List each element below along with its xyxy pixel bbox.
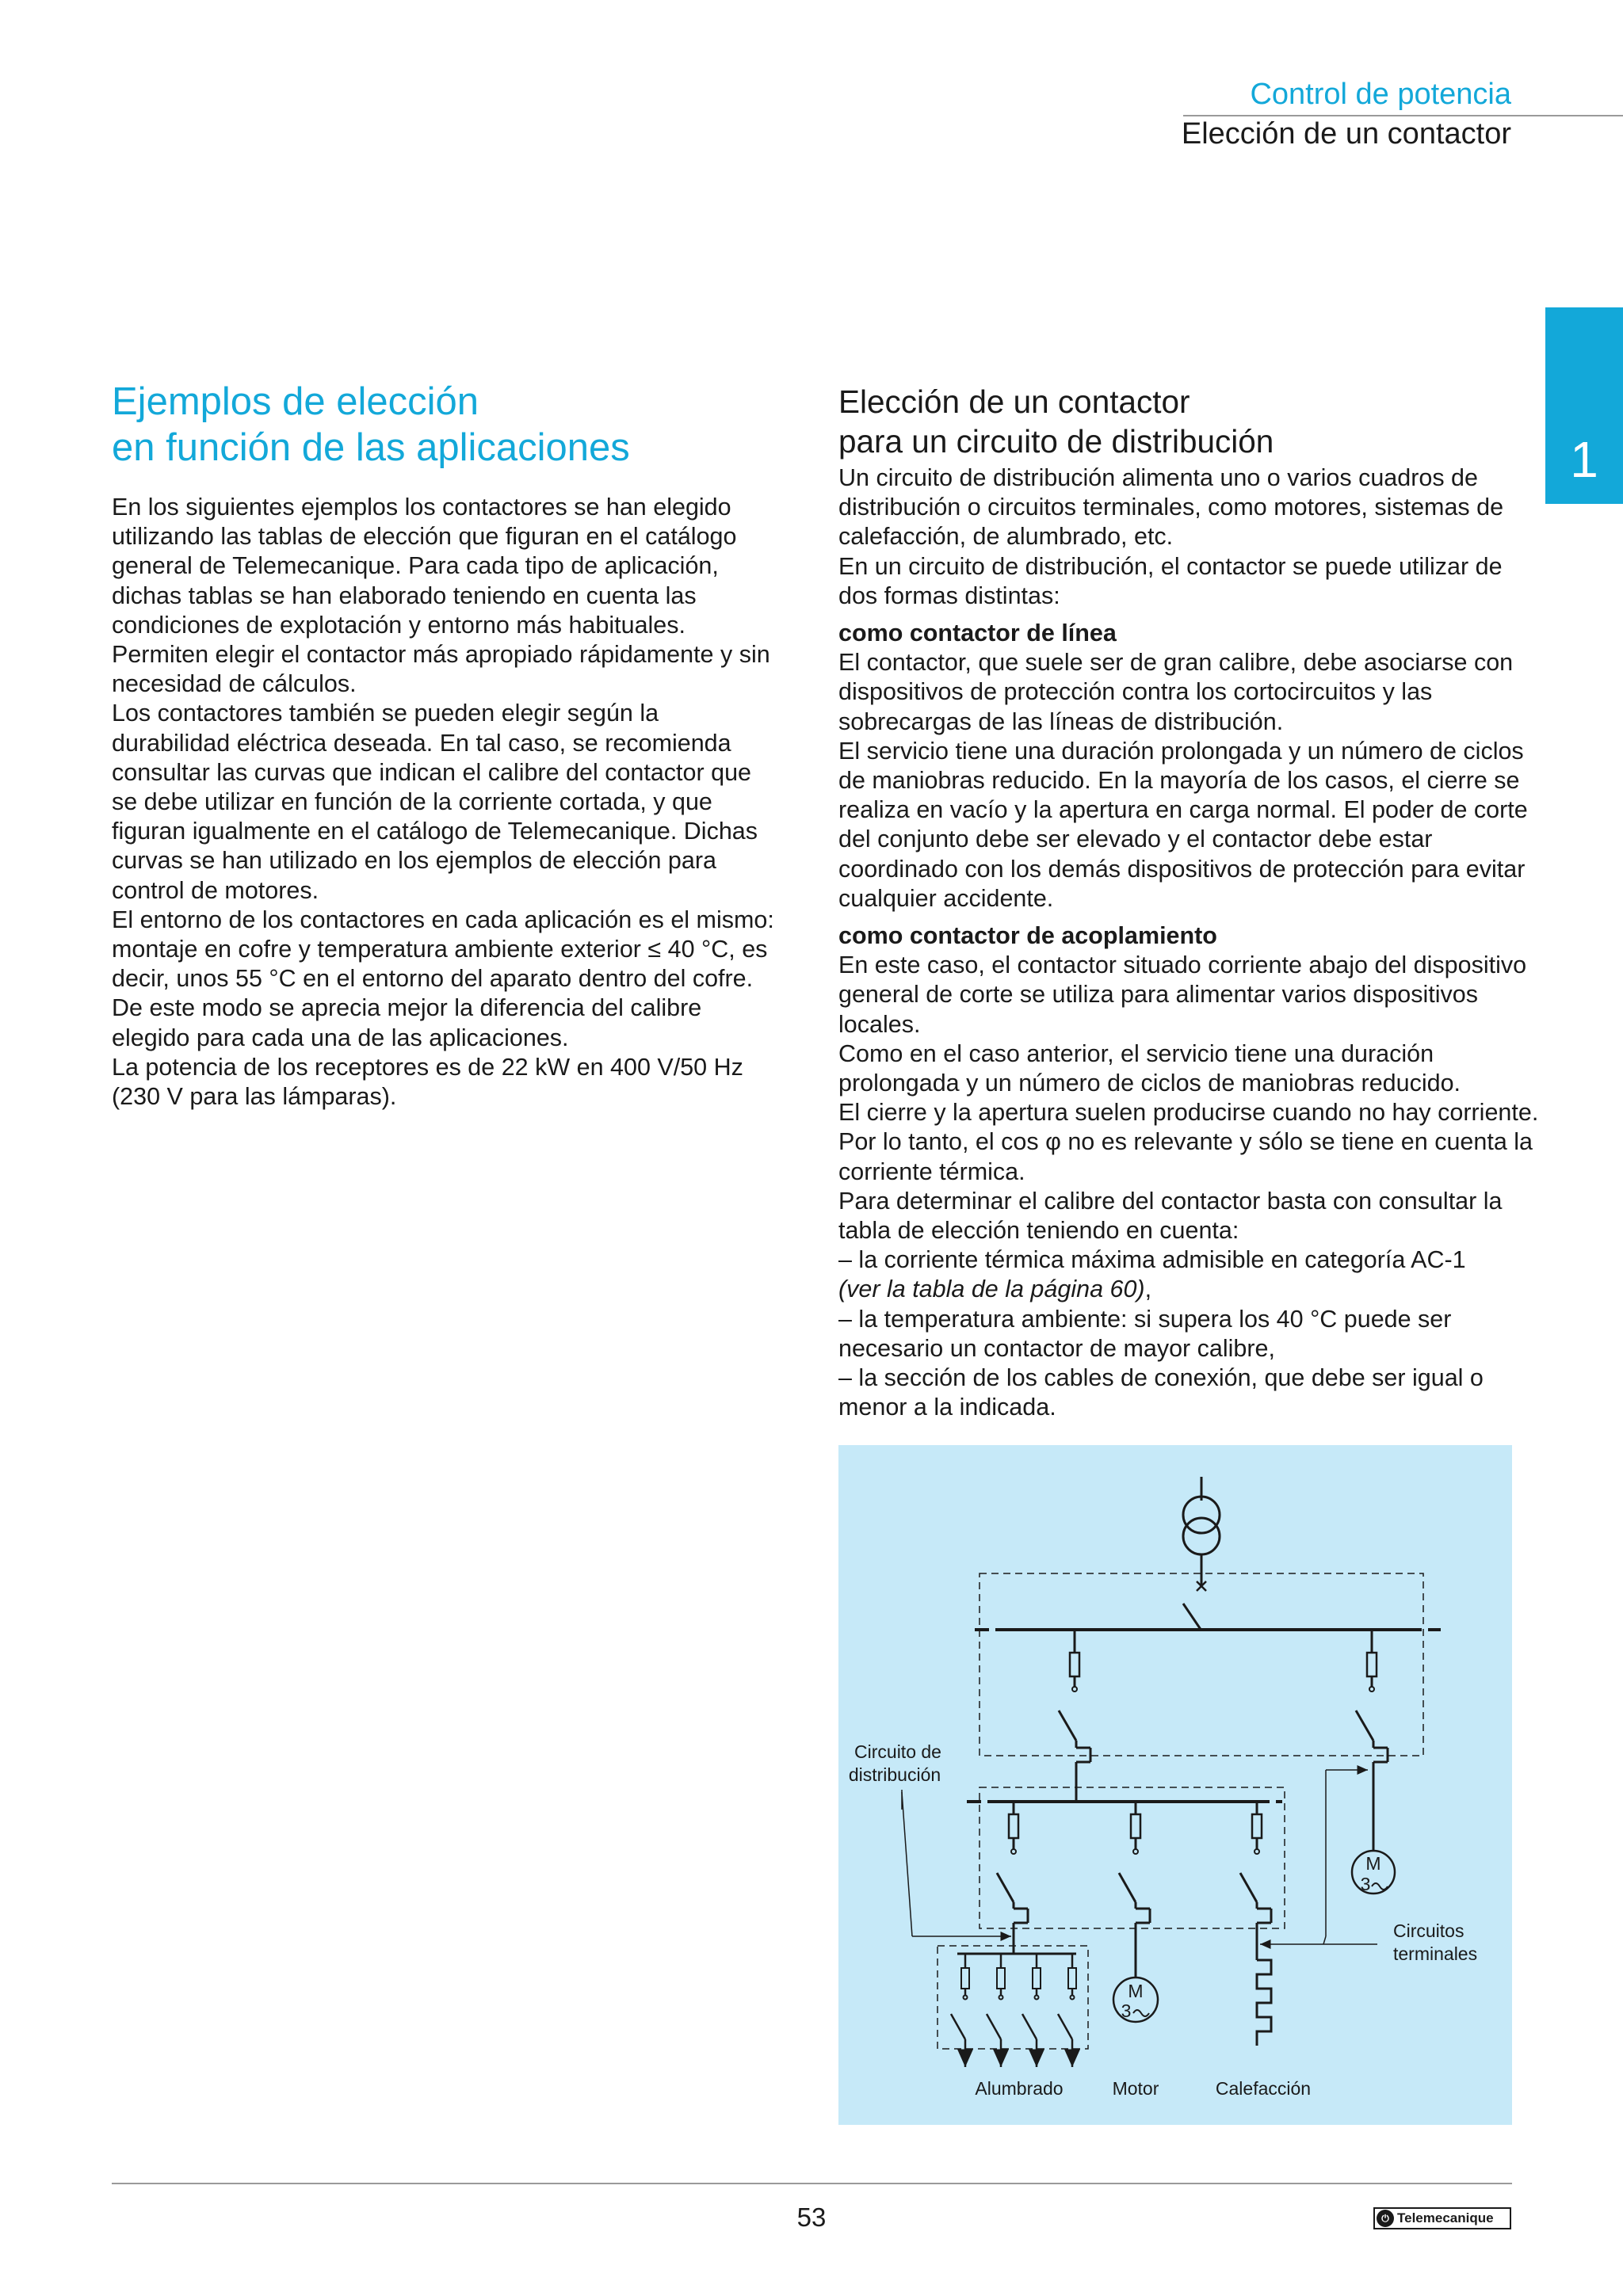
subheading-line-contactor: como contactor de línea bbox=[838, 620, 1117, 647]
page-number: 53 bbox=[796, 2203, 827, 2232]
left-line: montaje en cofre y temperatura ambiente exterior ≤ 40 °C, es bbox=[112, 936, 768, 963]
left-line: curvas se han utilizado en los ejemplos de elección para bbox=[112, 847, 716, 875]
right-line: – la temperatura ambiente: si supera los 40 °C puede ser bbox=[838, 1305, 1452, 1333]
right-line: dos formas distintas: bbox=[838, 582, 1060, 609]
right-line: cualquier accidente. bbox=[838, 884, 1054, 912]
left-heading-line: en función de las aplicaciones bbox=[112, 426, 630, 469]
circuit-schematic bbox=[838, 1445, 1512, 2125]
left-heading bbox=[112, 379, 809, 471]
logo-mark-icon: ⏻ bbox=[1377, 2210, 1394, 2227]
right-line: dispositivos de protección contra los cortocircuitos y las bbox=[838, 678, 1433, 706]
right-line: prolongada y un número de ciclos de maniobras reducido. bbox=[838, 1070, 1461, 1097]
caption-motor: Motor bbox=[1112, 2078, 1159, 2099]
right-line: En un circuito de distribución, el contactor se puede utilizar de bbox=[838, 552, 1503, 580]
label-terminals: terminales bbox=[1393, 1943, 1478, 1964]
left-line: condiciones de explotación y entorno más habituales. bbox=[112, 611, 685, 639]
right-line: calefacción, de alumbrado, etc. bbox=[838, 523, 1174, 551]
brand-name: Telemecanique bbox=[1397, 2210, 1494, 2225]
right-line: del conjunto debe ser elevado y el contactor debe estar bbox=[838, 826, 1433, 853]
right-line: de maniobras reducido. En la mayoría de los casos, el cierre se bbox=[838, 767, 1520, 795]
right-line: Un circuito de distribución alimenta uno o varios cuadros de bbox=[838, 464, 1478, 491]
left-line: De este modo se aprecia mejor la diferencia del calibre bbox=[112, 994, 702, 1022]
chapter-tab bbox=[1545, 307, 1623, 504]
right-line: tabla de elección teniendo en cuenta: bbox=[838, 1217, 1239, 1245]
label-distribution: distribución bbox=[848, 1764, 941, 1785]
right-heading-line: Elección de un contactor bbox=[838, 383, 1190, 420]
left-line: La potencia de los receptores es de 22 kW en 400 V/50 Hz bbox=[112, 1053, 743, 1081]
right-line: distribución o circuitos terminales, como motores, sistemas de bbox=[838, 494, 1504, 521]
distribution-circuit-diagram bbox=[838, 1445, 1512, 2125]
left-line: (230 V para las lámparas). bbox=[112, 1083, 397, 1111]
table-reference: (ver la tabla de la página 60) bbox=[838, 1276, 1145, 1303]
left-line: El entorno de los contactores en cada aplicación es el mismo: bbox=[112, 906, 774, 933]
right-line: general de corte se utiliza para alimentar varios dispositivos bbox=[838, 981, 1478, 1009]
right-line: sobrecargas de las líneas de distribución. bbox=[838, 707, 1284, 735]
distribution-leader bbox=[902, 1790, 1011, 1936]
caption-heating: Calefacción bbox=[1215, 2078, 1312, 2099]
lighting-feeder bbox=[997, 1802, 1028, 1954]
right-line: necesario un contactor de mayor calibre, bbox=[838, 1334, 1275, 1362]
left-line: control de motores. bbox=[112, 876, 319, 904]
right-line: realiza en vacío y la apertura en carga normal. El poder de corte bbox=[838, 796, 1528, 824]
right-line: – la sección de los cables de conexión, que debe ser igual o bbox=[838, 1364, 1484, 1392]
reference-suffix: , bbox=[1144, 1276, 1152, 1303]
left-line: utilizando las tablas de elección que figuran en el catálogo bbox=[112, 523, 737, 551]
chapter-number: 1 bbox=[1570, 431, 1598, 488]
right-line: El servicio tiene una duración prolongada y un número de ciclos bbox=[838, 737, 1524, 765]
main-enclosure bbox=[980, 1573, 1423, 1756]
heater-resistor-icon bbox=[1257, 1960, 1271, 2046]
right-body bbox=[838, 463, 1552, 1423]
right-heading bbox=[838, 382, 1552, 461]
left-line: figuran igualmente en el catálogo de Telemecanique. Dichas bbox=[112, 818, 758, 845]
secondary-enclosure bbox=[980, 1787, 1285, 1928]
left-line: Los contactores también se pueden elegir según la bbox=[112, 700, 659, 727]
right-line: menor a la indicada. bbox=[838, 1394, 1056, 1421]
terminals-leader bbox=[1260, 1770, 1377, 1944]
footer-divider bbox=[112, 2183, 1512, 2184]
main-breaker-icon bbox=[1183, 1581, 1206, 1630]
ac-wave-icon bbox=[1372, 1883, 1388, 1890]
right-line: El contactor, que suele ser de gran calibre, debe asociarse con bbox=[838, 649, 1514, 677]
transformer-icon bbox=[1183, 1477, 1220, 1586]
left-body bbox=[112, 493, 801, 1112]
right-line: locales. bbox=[838, 1010, 921, 1038]
right-line: Para determinar el calibre del contactor basta con consultar la bbox=[838, 1187, 1503, 1215]
label-distribution: Circuito de bbox=[854, 1741, 941, 1762]
right-line: Como en el caso anterior, el servicio tiene una duración bbox=[838, 1039, 1434, 1067]
lighting-sub-branches bbox=[951, 1954, 1076, 2067]
label-terminals: Circuitos bbox=[1393, 1920, 1465, 1941]
page-title: Elección de un contactor bbox=[1181, 117, 1511, 151]
header-divider bbox=[1183, 115, 1623, 116]
brand-logo bbox=[1373, 2207, 1511, 2229]
right-line: En este caso, el contactor situado corriente abajo del dispositivo bbox=[838, 952, 1527, 979]
left-line: decir, unos 55 °C en el entorno del aparato dentro del cofre. bbox=[112, 965, 754, 993]
lighting-enclosure bbox=[938, 1946, 1088, 2049]
left-line: durabilidad eléctrica deseada. En tal caso, se recomienda bbox=[112, 729, 731, 757]
right-heading-line: para un circuito de distribución bbox=[838, 423, 1274, 460]
right-line: coordinado con los demás dispositivos de protección para evitar bbox=[838, 855, 1526, 883]
left-heading-line: Ejemplos de elección bbox=[112, 380, 479, 423]
motor-symbol-branch bbox=[1121, 1981, 1149, 2021]
left-line: elegido para cada una de las aplicaciones. bbox=[112, 1024, 569, 1051]
right-line: Por lo tanto, el cos φ no es relevante y sólo se tiene en cuenta la bbox=[838, 1128, 1533, 1156]
motor-symbol-label: M bbox=[1365, 1853, 1381, 1874]
right-line: corriente térmica. bbox=[838, 1158, 1025, 1185]
left-line: consultar las curvas que indican el calibre del contactor que bbox=[112, 758, 752, 786]
left-line: En los siguientes ejemplos los contactores se han elegido bbox=[112, 494, 731, 521]
left-line: general de Telemecanique. Para cada tipo de aplicación, bbox=[112, 552, 719, 580]
right-line: El cierre y la apertura suelen producirse cuando no hay corriente. bbox=[838, 1099, 1539, 1127]
motor-phase-label: 3 bbox=[1121, 2000, 1132, 2021]
motor-symbol-label: M bbox=[1128, 1981, 1144, 2001]
subheading-coupling-contactor: como contactor de acoplamiento bbox=[838, 922, 1217, 950]
left-line: se debe utilizar en función de la corriente cortada, y que bbox=[112, 788, 712, 816]
distribution-feeder bbox=[1059, 1630, 1090, 1802]
motor-phase-label: 3 bbox=[1360, 1874, 1371, 1894]
section-title: Control de potencia bbox=[1250, 78, 1511, 111]
right-line: – la corriente térmica máxima admisible en categoría AC-1 bbox=[838, 1246, 1466, 1274]
right-line bbox=[838, 1275, 1552, 1304]
left-line: Permiten elegir el contactor más apropiado rápidamente y sin bbox=[112, 641, 770, 669]
heating-feeder bbox=[1240, 1802, 1271, 2046]
left-line: necesidad de cálculos. bbox=[112, 670, 357, 698]
left-line: dichas tablas se han elaborado teniendo en cuenta las bbox=[112, 582, 697, 609]
caption-lighting: Alumbrado bbox=[975, 2078, 1064, 2099]
ac-wave-icon bbox=[1133, 2010, 1149, 2016]
motor-symbol-right bbox=[1361, 1853, 1388, 1894]
